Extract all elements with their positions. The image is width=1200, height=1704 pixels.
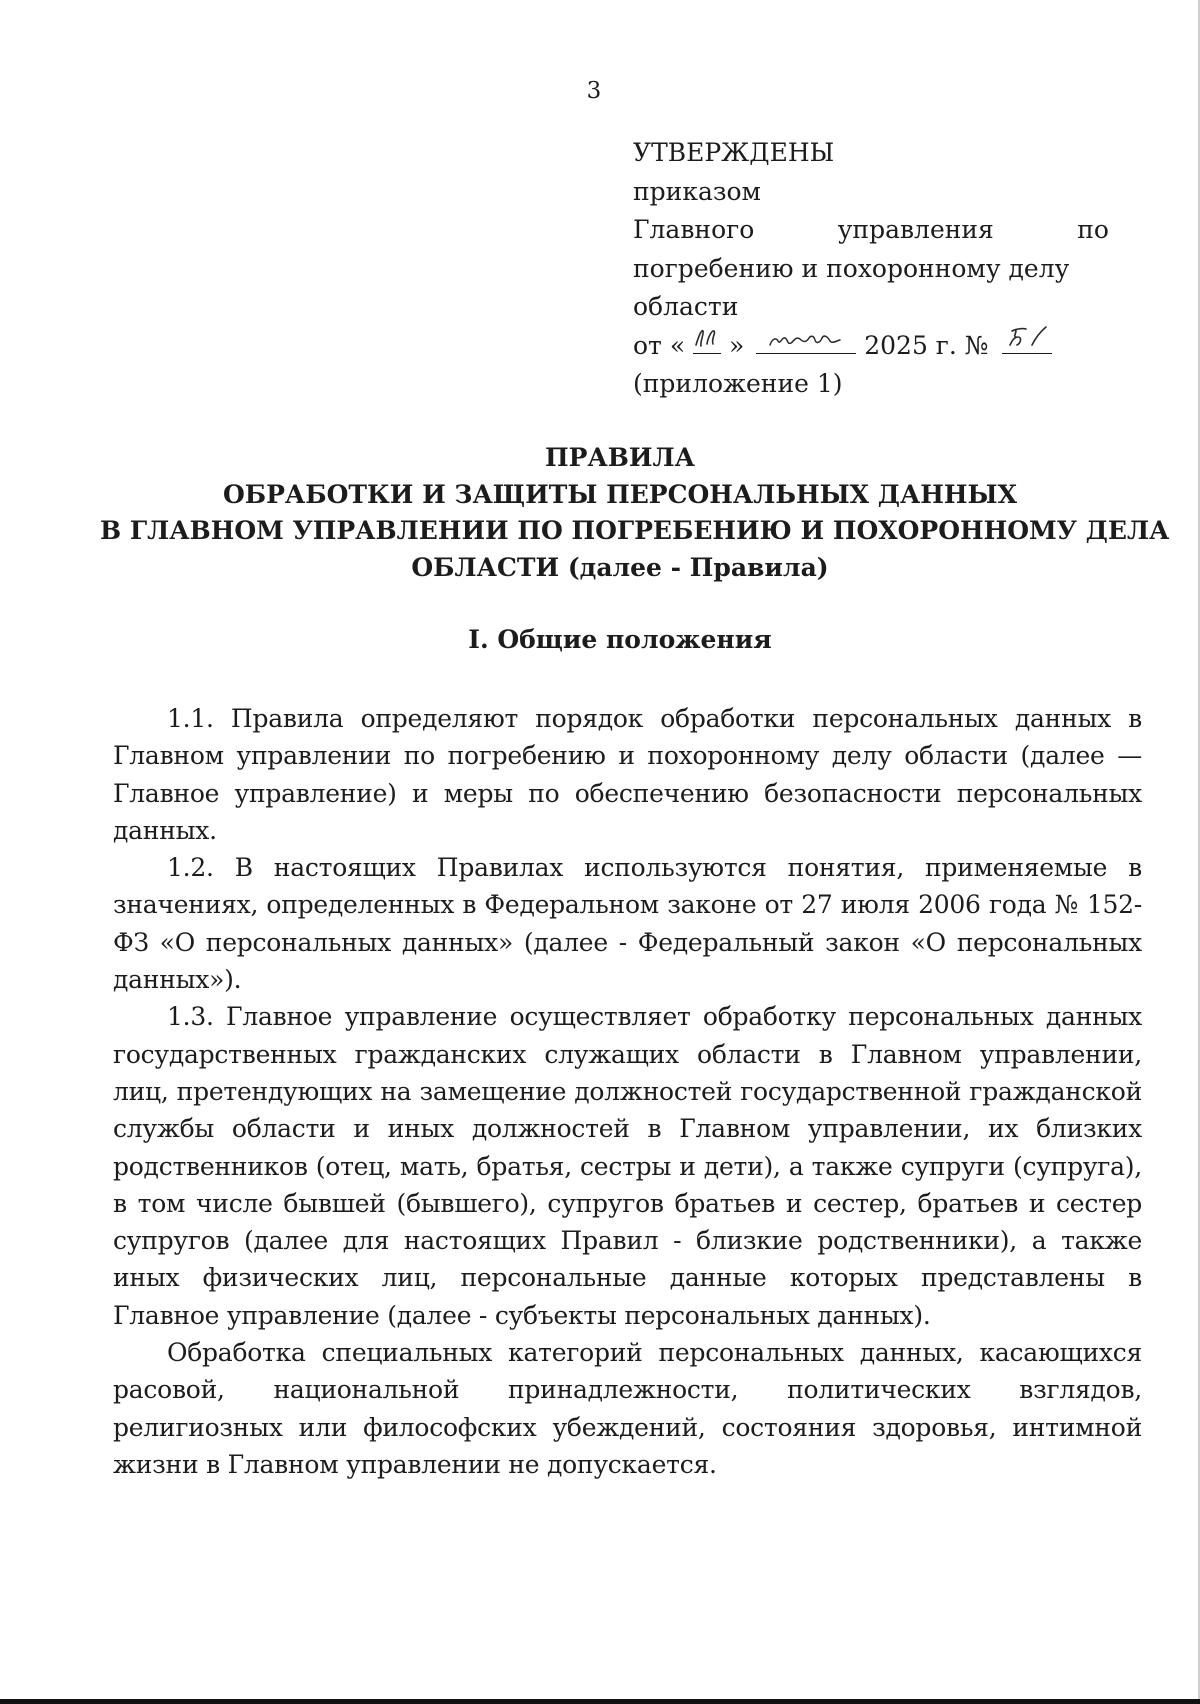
- document-body: [113, 700, 1142, 1483]
- title-line-processing: ОБРАБОТКИ И ЗАЩИТЫ ПЕРСОНАЛЬНЫХ ДАННЫХ: [222, 479, 1017, 509]
- document-title: [100, 440, 1170, 586]
- handwritten-month: [756, 327, 856, 354]
- page-number: 3: [586, 78, 602, 104]
- approval-line-by-order: приказом: [633, 176, 761, 206]
- approval-word-1: Главного: [633, 215, 755, 244]
- paragraph-1-1: 1.1. Правила определяют порядок обработки персональных данных в Главном управлении по погребению и похоронному делу области (далее — Главное управление) и меры по обеспечению безопасности персональных данных.: [113, 704, 1142, 845]
- paragraph-special-categories: Обработка специальных категорий персональных данных, касающихся расовой, национальной принадлежности, политических взглядов, религиозных или философских убеждений, состояния здоровья, интимной жизни в Главном управлении не допускается.: [113, 1338, 1142, 1479]
- approval-stamp-block: [633, 134, 1109, 404]
- title-line-rules: ПРАВИЛА: [545, 443, 695, 472]
- date-year: 2025 г. №: [864, 330, 989, 360]
- title-line-directorate: В ГЛАВНОМ УПРАВЛЕНИИ ПО ПОГРЕБЕНИЮ И ПОХОРОННОМУ ДЕЛА: [100, 516, 1170, 545]
- page-edge-bottom: [0, 1699, 1200, 1704]
- approval-line-main-directorate: [633, 211, 1109, 250]
- handwritten-order-number: [1002, 327, 1052, 354]
- approval-line-region: области: [633, 292, 739, 321]
- section-heading: I. Общие положения: [468, 625, 772, 654]
- approval-word-3: по: [1077, 215, 1109, 244]
- date-mid: »: [729, 330, 745, 360]
- title-line-region: ОБЛАСТИ (далее - Правила): [411, 552, 829, 582]
- approval-word-2: управления: [837, 215, 994, 244]
- handwritten-day: [693, 327, 721, 354]
- paragraph-1-3: 1.3. Главное управление осуществляет обработку персональных данных государственных гражданских служащих области в Главном управлении, лиц, претендующих на замещение должностей государственной гражданской службы области и иных должностей в Главном управлении, их близких родственников (отец, мать, братья, сестры и дети), а также супруги (супруга), в том числе бывшей (бывшего), супругов братьев и сестер, братьев и сестер супругов (далее для настоящих Правил - близкие родственники), а также иных физических лиц, персональные данные которых представлены в Главное управление (далее - субъекты персональных данных).: [113, 1002, 1142, 1330]
- paragraph-1-2: 1.2. В настоящих Правилах используются понятия, применяемые в значениях, определенных в Федеральном законе от 27 июля 2006 года № 152-ФЗ «О персональных данных» (далее - Федеральный закон «О персональных данных»).: [113, 853, 1142, 995]
- approval-annex: (приложение 1): [633, 369, 843, 398]
- approval-date-line: [633, 327, 1109, 366]
- approval-line-approved: УТВЕРЖДЕНЫ: [633, 138, 835, 167]
- date-prefix: от «: [633, 330, 686, 360]
- approval-line-department: погребению и похоронному делу: [633, 253, 1070, 283]
